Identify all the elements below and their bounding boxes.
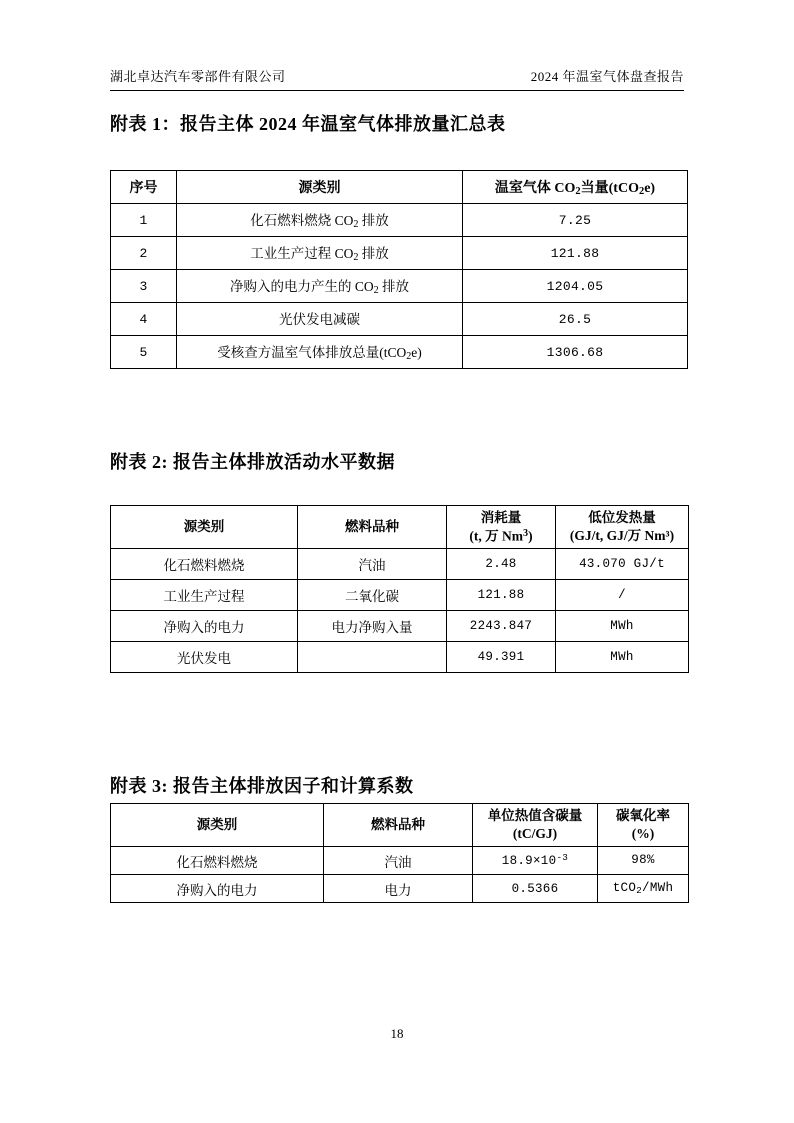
cell-serial: 5	[111, 336, 177, 369]
cell-category: 净购入的电力	[111, 611, 298, 642]
cell-amount: 2243.847	[447, 611, 556, 642]
cell-heat: MWh	[556, 642, 689, 673]
th-ghg-co2e-sub: 2	[575, 186, 581, 198]
table-header-row	[111, 804, 689, 847]
header-report-name: 2024 年温室气体盘查报告	[530, 69, 684, 84]
emissions-summary-table	[110, 170, 688, 369]
cell-rate	[598, 875, 689, 903]
cell-category	[177, 303, 463, 336]
cell-category-sub: 2	[353, 219, 359, 231]
table-row	[111, 336, 688, 369]
page-header	[110, 66, 684, 91]
cell-category-sub: 2	[406, 351, 412, 363]
cell-amount: 49.391	[447, 642, 556, 673]
th-carbon-content-line1: 单位热值含碳量	[487, 807, 583, 823]
table-row	[111, 642, 689, 673]
cell-carbon-pre: 0.5366	[511, 882, 559, 897]
header-company-name: 湖北卓达汽车零部件有限公司	[110, 69, 286, 84]
table-header-row	[111, 171, 688, 204]
th-lhv-line1: 低位发热量	[588, 509, 656, 525]
cell-category-pre: 净购入的电力产生的 CO	[229, 279, 374, 295]
th-oxidation-rate-line1: 碳氧化率	[616, 807, 670, 823]
th-consumption	[447, 506, 556, 549]
table-row	[111, 204, 688, 237]
cell-category-post: 排放	[378, 279, 410, 295]
table-row	[111, 580, 689, 611]
cell-serial: 3	[111, 270, 177, 303]
cell-category-pre: 化石燃料燃烧 CO	[250, 213, 354, 229]
th-source-category: 源类别	[111, 804, 324, 847]
cell-fuel	[298, 642, 447, 673]
table-row	[111, 549, 689, 580]
table-row	[111, 875, 689, 903]
th-ghg-co2e-mid: 当量(tCO	[580, 180, 639, 196]
th-fuel-type: 燃料品种	[298, 506, 447, 549]
th-source-category: 源类别	[177, 171, 463, 204]
table-row	[111, 611, 689, 642]
section-title-table1: 附表 1：报告主体 2024 年温室气体排放量汇总表	[110, 114, 506, 134]
th-oxidation-rate-line2: (%)	[631, 826, 655, 841]
cell-category: 工业生产过程	[111, 580, 298, 611]
cell-carbon	[473, 847, 598, 875]
cell-category-sub: 2	[353, 252, 359, 264]
cell-heat: /	[556, 580, 689, 611]
cell-fuel: 汽油	[324, 847, 473, 875]
table-row	[111, 270, 688, 303]
cell-category-pre: 受核查方温室气体排放总量(tCO	[217, 345, 407, 361]
section-title-table2: 附表 2: 报告主体排放活动水平数据	[110, 452, 395, 472]
cell-category-pre: 光伏发电减碳	[279, 312, 360, 328]
cell-category-post: 排放	[358, 246, 389, 262]
cell-serial: 4	[111, 303, 177, 336]
cell-category	[177, 204, 463, 237]
cell-category: 化石燃料燃烧	[111, 847, 324, 875]
section-title-table3: 附表 3: 报告主体排放因子和计算系数	[110, 776, 414, 796]
cell-rate-sub: 2	[636, 884, 643, 896]
cell-serial: 2	[111, 237, 177, 270]
table-header-row	[111, 506, 689, 549]
cell-value: 7.25	[463, 204, 688, 237]
cell-category	[177, 237, 463, 270]
cell-category: 净购入的电力	[111, 875, 324, 903]
cell-amount: 2.48	[447, 549, 556, 580]
th-consumption-line2-pre: (t, 万 Nm	[469, 528, 524, 544]
cell-value: 1306.68	[463, 336, 688, 369]
th-ghg-co2e-pre: 温室气体 CO	[494, 180, 576, 196]
cell-value: 1204.05	[463, 270, 688, 303]
th-source-category: 源类别	[111, 506, 298, 549]
cell-rate-pre: 98%	[631, 853, 655, 868]
cell-category-pre: 工业生产过程 CO	[250, 246, 354, 262]
th-consumption-line1: 消耗量	[480, 509, 522, 525]
th-fuel-type: 燃料品种	[324, 804, 473, 847]
cell-serial: 1	[111, 204, 177, 237]
cell-fuel: 电力净购入量	[298, 611, 447, 642]
cell-fuel: 汽油	[298, 549, 447, 580]
cell-fuel: 电力	[324, 875, 473, 903]
table-row	[111, 303, 688, 336]
th-consumption-line2-post: )	[528, 528, 533, 544]
cell-category-post: 排放	[358, 213, 389, 229]
cell-carbon	[473, 875, 598, 903]
cell-heat: MWh	[556, 611, 689, 642]
cell-amount: 121.88	[447, 580, 556, 611]
cell-fuel: 二氧化碳	[298, 580, 447, 611]
page-number: 18	[390, 1026, 404, 1041]
th-carbon-content	[473, 804, 598, 847]
th-carbon-content-line2: (tC/GJ)	[512, 826, 558, 841]
cell-carbon-sup: -3	[556, 852, 569, 864]
cell-rate-post: /MWh	[642, 881, 674, 896]
cell-category	[177, 336, 463, 369]
cell-category: 光伏发电	[111, 642, 298, 673]
th-ghg-co2e-post: e)	[644, 180, 656, 196]
cell-rate-pre: tCO	[612, 881, 637, 896]
th-lower-heating-value	[556, 506, 689, 549]
table-row	[111, 237, 688, 270]
cell-category	[177, 270, 463, 303]
th-consumption-line2	[447, 527, 555, 546]
emission-factors-table	[110, 803, 689, 903]
cell-carbon-pre: 18.9×10	[501, 854, 557, 869]
table-row	[111, 847, 689, 875]
th-ghg-co2e-sub2: 2	[638, 186, 645, 198]
th-consumption-line2-sup: 3	[523, 527, 529, 539]
cell-value: 26.5	[463, 303, 688, 336]
cell-category: 化石燃料燃烧	[111, 549, 298, 580]
cell-heat: 43.070 GJ/t	[556, 549, 689, 580]
cell-rate	[598, 847, 689, 875]
cell-value: 121.88	[463, 237, 688, 270]
th-serial: 序号	[111, 171, 177, 204]
cell-category-post: e)	[411, 345, 422, 361]
th-oxidation-rate	[598, 804, 689, 847]
activity-data-table	[110, 505, 689, 673]
th-ghg-co2e	[463, 171, 688, 204]
cell-category-sub: 2	[373, 285, 379, 297]
th-lhv-line2: (GJ/t, GJ/万 Nm³)	[569, 528, 675, 543]
